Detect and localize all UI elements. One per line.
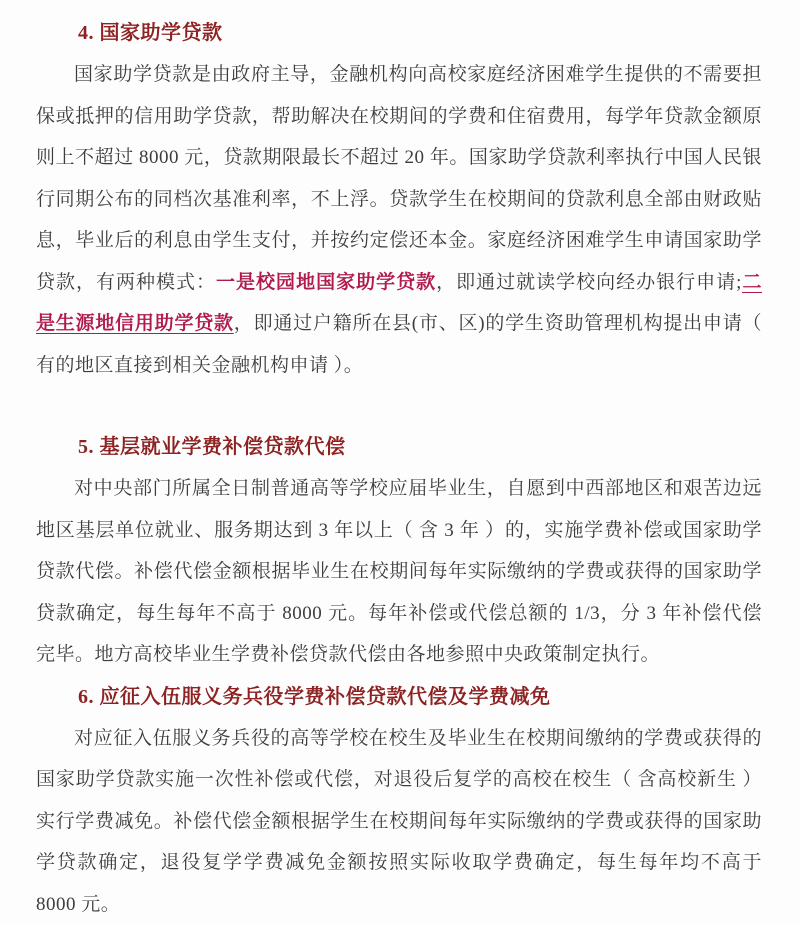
text-segment: ，即通过户籍所在县(市、区)的学生资助管理机构提出申请（ 有的地区直接到相关金融机构申请 ）。 xyxy=(36,313,762,376)
paragraph xyxy=(36,54,762,386)
text-segment: 国家助学贷款是由政府主导，金融机构向高校家庭经济困难学生提供的不需要担保或抵押的信用助学贷款，帮助解决在校期间的学费和住宿费用，每学年贷款金额原则上不超过 8000 元，贷款期限最长不超过 20 年。国家助学贷款利率执行中国人民银行同期公布的同档次基准利率，不上浮。贷款学生在校期间的贷款利息全部由财政贴息，毕业后的利息由学生支付，并按约定偿还本金。家庭经济困难学生申请国家助学贷款，有两种模式： xyxy=(36,64,762,293)
section-gap xyxy=(36,386,762,426)
paragraph xyxy=(36,718,762,925)
section-heading: 6. 应征入伍服义务兵役学费补偿贷款代偿及学费减免 xyxy=(36,676,762,718)
text-segment: 对应征入伍服义务兵役的高等学校在校生及毕业生在校期间缴纳的学费或获得的国家助学贷款实施一次性补偿或代偿，对退役后复学的高校在校生（ 含高校新生 ）实行学费减免。补偿代偿金额根据学生在校期间每年实际缴纳的学费或获得的国家助学贷款确定，退役复学学费减免金额按照实际收取学费确定，每生每年均不高于 8000 元。 xyxy=(36,728,762,915)
text-segment: ，即通过就读学校向经办银行申请; xyxy=(436,272,742,293)
section-heading: 4. 国家助学贷款 xyxy=(36,12,762,54)
highlighted-text: 一是校园地国家助学贷款 xyxy=(216,272,436,293)
highlighted-text: 二是生源地信用助学贷款 xyxy=(36,272,762,335)
paragraph xyxy=(36,468,762,676)
text-segment: 对中央部门所属全日制普通高等学校应届毕业生，自愿到中西部地区和艰苦边远地区基层单位就业、服务期达到 3 年以上（ 含 3 年 ）的，实施学费补偿或国家助学贷款代偿。补偿代偿金额根据毕业生在校期间每年实际缴纳的学费或获得的国家助学贷款确定，每生每年不高于 8000 元。每年补偿或代偿总额的 1/3，分 3 年补偿代偿完毕。地方高校毕业生学费补偿贷款代偿由各地参照中央政策制定执行。 xyxy=(36,478,762,665)
section-heading: 5. 基层就业学费补偿贷款代偿 xyxy=(36,426,762,468)
